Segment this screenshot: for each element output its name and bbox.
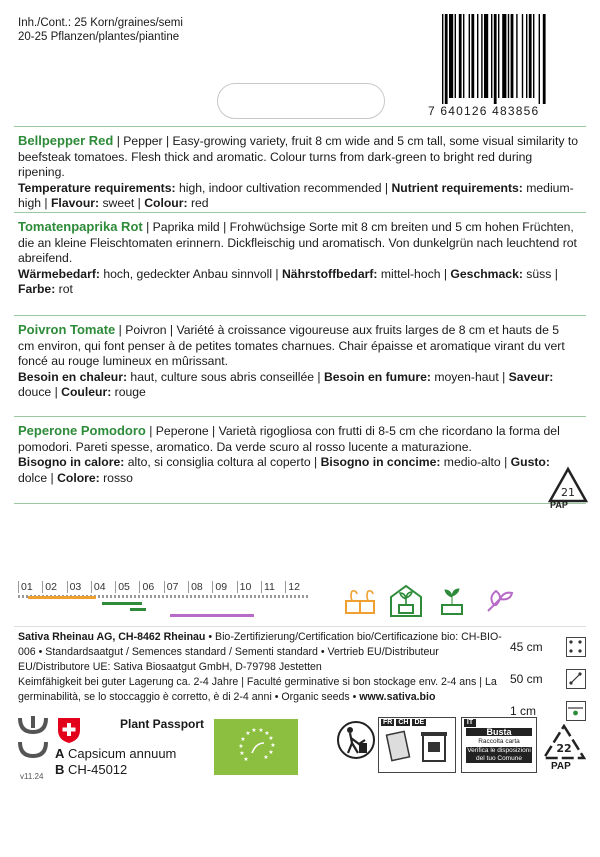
req-value: rouge [111,385,146,400]
harvest-bar [170,614,254,617]
req-key: Nährstoffbedarf: [282,266,378,281]
req-value: süss | [522,266,558,281]
req-value: douce | [18,385,62,400]
svg-text:★: ★ [263,754,269,761]
contents-info [18,16,183,44]
divider [14,212,586,213]
calendar-month: 10 [237,581,261,593]
variety-body: | Peperone | Varietà rigogliosa con frutti di 8-5 cm che ricordano la forma del pomodori. Pareti spesse, aromatico. Da verde scuro al rosso lucente a maturazione. [18,424,560,454]
pap-label: PAP [551,761,571,772]
svg-text:★: ★ [251,727,257,734]
code-fr: FR [383,719,393,726]
calendar-month: 03 [67,581,91,593]
req-value: haut, culture sous abris conseillée | [127,369,324,384]
country-codes [379,718,455,727]
passport-a-letter: A [55,746,65,761]
req-value: moyen-haut | [430,369,509,384]
variety-title: Bellpepper Red [18,133,114,148]
req-key: Flavour: [50,196,100,211]
divider [14,626,586,627]
row-spacing [510,637,586,657]
svg-text:★: ★ [268,749,274,756]
code-it: IT [464,719,476,727]
variety-title: Tomatenpaprika Rot [18,219,143,234]
variety-body: | Paprika mild | Frohwüchsige Sorte mit 8 cm breiten und 5 cm hohen Früchten, die an kleine Fleischtomaten erinnern. Dickfleischig und aromatisch. Von dunkelgrün nach leuchtend rot abreifend. [18,220,577,266]
calendar-month: 04 [91,581,115,593]
divider [14,416,586,417]
greenhouse-icon [388,583,424,619]
cultivation-icons [342,583,516,619]
variety-body: | Pepper | Easy-growing variety, fruit 8 cm wide and 5 cm tall, some visual similarity to beefsteak tomatoes. Flesh thick and aromatic. Colour turns from dark-green to bright red during ripening. [18,134,579,180]
req-key: Besoin en fumure: [323,369,431,384]
plant-spacing-value: 50 cm [510,672,543,686]
req-key: Bisogno in calore: [18,455,125,470]
description-fr [18,322,578,401]
germination-info: Keimfähigkeit bei guter Lagerung ca. 2-4 Jahre | Faculté germinative si bon stockage env. 2-4 ans | La germinabilità, se lo stoccaggio è corretto, è di 2-4 anni • Organic seeds • [18,676,497,703]
description-en [18,133,578,212]
imprint-text [18,630,508,705]
req-value: high, indoor cultivation recommended | [175,180,392,195]
req-key: Geschmack: [450,266,523,281]
plant-spacing [510,669,586,689]
calendar-month: 12 [285,581,309,593]
req-value: sweet | [99,196,145,211]
req-value: rot [55,282,73,297]
req-value: hoch, gedeckter Anbau sinnvoll | [99,266,282,281]
divider [14,503,586,504]
sativa-logo-icon [16,712,50,770]
calendar-month: 02 [42,581,66,593]
req-key: Besoin en chaleur: [18,369,128,384]
req-key: Bisogno in concime: [320,455,441,470]
eu-leaf-icon [214,719,298,775]
pap-mini-label: PAP [550,500,568,510]
tidyman-icon [336,720,376,766]
svg-text:★: ★ [270,742,276,749]
req-value: alto, si consiglia coltura al coperto | [124,455,321,470]
sowing-bar [28,596,96,599]
paper-bin-icon [379,727,453,767]
busta-title: Busta [466,728,532,736]
plant-passport-label: Plant Passport [120,717,205,731]
barcode-image [440,14,585,104]
planting-bar-2 [130,608,146,611]
sowing-depth-value: 1 cm [510,704,537,718]
swiss-shield-icon [56,716,82,744]
pap-recycle-icon [542,724,586,762]
description-it [18,423,578,486]
divider [14,315,586,316]
svg-text:★: ★ [245,730,251,737]
req-value: medium-high | [18,180,574,211]
growing-calendar [18,581,310,621]
eu-organic-logo [214,719,298,775]
row-spacing-value: 45 cm [510,640,543,654]
planting-bar [102,602,142,605]
italy-busta-box [461,717,537,773]
plant-spacing-icon [566,669,586,689]
barcode-number: 7 640126 483856 [428,104,540,118]
plant-passport-details [55,746,176,778]
variety-title: Poivron Tomate [18,322,116,337]
variety-title: Peperone Pomodoro [18,423,146,438]
botanical-name: Capsicum annuum [64,746,177,761]
req-key: Wärmebedarf: [18,266,100,281]
planting-icon [434,583,470,619]
code-de: DE [414,719,425,726]
sowing-depth-icon [566,701,586,721]
svg-text:★: ★ [239,750,245,757]
svg-text:★: ★ [258,727,264,734]
contents-line-2: 20-25 Pflanzen/plantes/piantine [18,31,180,43]
req-value: medio-alto | [440,455,511,470]
svg-text:★: ★ [268,735,274,742]
busta-line-3: del tuo Comune [466,755,532,763]
calendar-month: 05 [115,581,139,593]
contents-line-1: Inh./Cont.: 25 Korn/graines/semi [18,17,183,29]
website-link[interactable]: www.sativa.bio [359,691,436,703]
req-value: rosso [99,470,133,485]
svg-text:★: ★ [264,730,270,737]
calendar-months [18,581,310,593]
req-key: Colour: [144,196,188,211]
hang-hole [217,83,385,119]
busta-line-1: Raccolta carta [478,738,520,745]
req-key: Farbe: [18,282,56,297]
svg-text:★: ★ [238,743,244,750]
pap-number: 22 [556,742,572,755]
req-key: Gusto: [510,455,550,470]
busta-line-2: Verifica le disposizioni [467,747,531,754]
seed-tray-icon [342,583,378,619]
description-de [18,219,578,298]
company-name: Sativa Rheinau AG, CH-8462 Rheinau [18,631,206,643]
req-key: Colore: [57,470,100,485]
version-label: v11.24 [20,772,44,781]
req-value: mittel-hoch | [377,266,451,281]
svg-text:★: ★ [240,736,246,743]
calendar-month: 09 [212,581,236,593]
operator-code: CH-45012 [64,762,128,777]
code-ch: CH [398,719,409,726]
req-value: red [187,196,209,211]
calendar-month: 08 [188,581,212,593]
calendar-month: 07 [164,581,188,593]
req-key: Saveur: [508,369,554,384]
row-spacing-icon [566,637,586,657]
calendar-month: 11 [261,581,285,593]
svg-text:21: 21 [561,486,575,499]
fr-ch-de-recycling-box [378,717,456,773]
req-key: Couleur: [61,385,112,400]
variety-body: | Poivron | Variété à croissance vigoureuse aux fruits larges de 8 cm et hauts de 5 cm environ, qui font penser à de petites tomates charnues. Chair épaisse et aromatique virant du vert foncé au rouge lumineux en mûrissant. [18,323,565,369]
req-value: dolce | [18,470,58,485]
harvest-icon [480,583,516,619]
imprint-rest: • Bio-Zertifizierung/Certification bio/Certificazione bio: CH-BIO-006 • Standardsaatgut / Semences standard / Sementi standard • Vertrieb EU/Distributeur EU/Distributore UE: Sativa Biosaatgut GmbH, D-79798 Jestetten [18,631,502,673]
calendar-month: 06 [139,581,163,593]
calendar-month: 01 [18,581,42,593]
svg-text:★: ★ [243,756,249,763]
req-key: Temperature requirements: [18,180,176,195]
divider [14,126,586,127]
passport-b-letter: B [55,762,65,777]
req-key: Nutrient requirements: [391,180,523,195]
